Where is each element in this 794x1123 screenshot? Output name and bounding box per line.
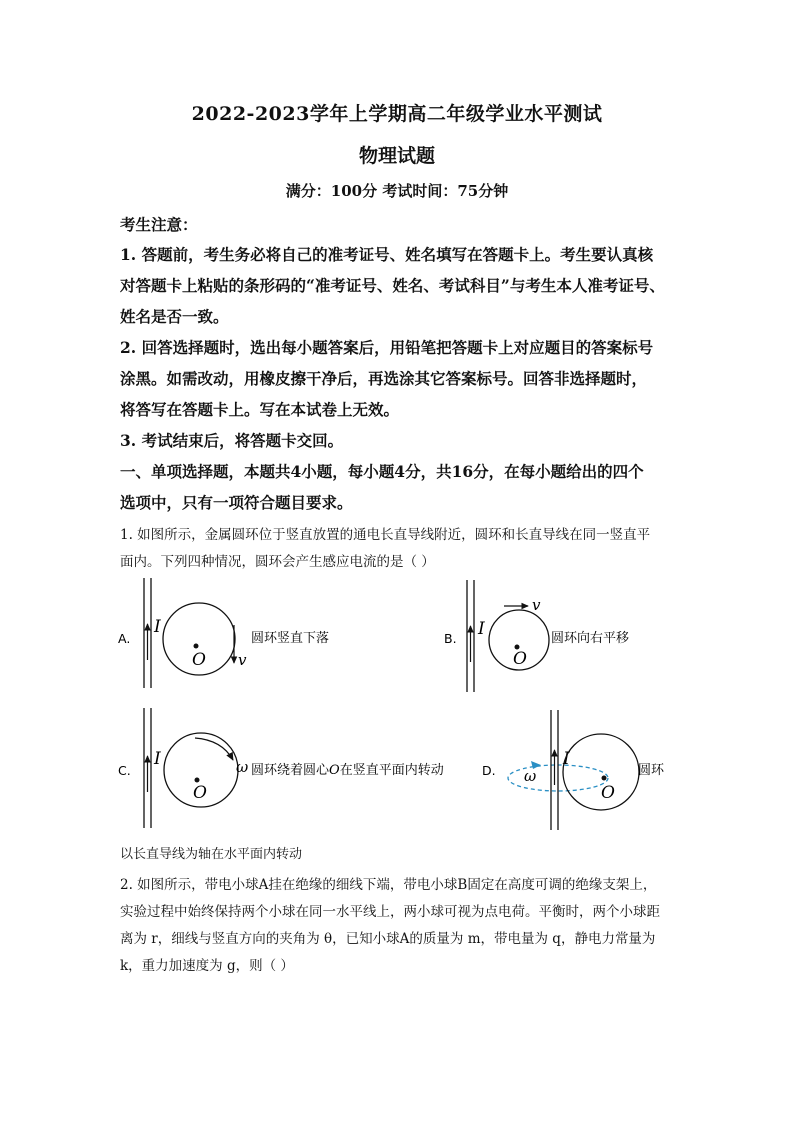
- center-label: O: [601, 783, 615, 803]
- question-1-text: 面内。下列四种情况，圆环会产生感应电流的是（ ）: [120, 554, 435, 570]
- option-b-caption: 圆环向右平移: [551, 631, 630, 646]
- option-c-figure: [118, 708, 444, 828]
- question-2-text: 2. 如图所示，带电小球A挂在绝缘的细线下端，带电小球B固定在高度可调的绝缘支架上，: [120, 877, 657, 893]
- notice-line: 2. 回答选择题时，选出每小题答案后，用铅笔把答题卡上对应题目的答案标号: [120, 338, 654, 357]
- ring-center-dot: [194, 644, 199, 649]
- question-2-text: 离为 r，细线与竖直方向的夹角为 θ，已知小球A的质量为 m，带电量为 q，静电力常量为: [120, 931, 656, 947]
- omega-label: ω: [524, 767, 537, 785]
- section-heading: 选项中，只有一项符合题目要求。: [120, 493, 353, 512]
- option-d-figure: [482, 710, 665, 830]
- option-b-label: B.: [444, 631, 457, 646]
- center-label: O: [193, 783, 207, 803]
- subject-title: 物理试题: [358, 145, 435, 167]
- option-d-label: D.: [482, 763, 496, 778]
- option-b-figure: [444, 580, 629, 692]
- notice-line: 涂黑。如需改动，用橡皮擦干净后，再选涂其它答案标号。回答非选择题时，: [120, 369, 648, 388]
- current-label: I: [563, 749, 570, 769]
- notice-heading: 考生注意：: [120, 215, 198, 234]
- notice-line: 3. 考试结束后，将答题卡交回。: [120, 431, 344, 450]
- caption-part: 圆环绕着圆心: [251, 763, 330, 778]
- score-time: 满分：100分 考试时间：75分钟: [285, 182, 509, 200]
- omega-label: ω: [236, 758, 249, 776]
- velocity-label: v: [532, 596, 541, 614]
- caption-part: 在竖直平面内转动: [339, 763, 444, 778]
- option-a-label: A.: [118, 631, 131, 646]
- option-a-figure: [118, 578, 329, 688]
- velocity-label: v: [238, 651, 247, 669]
- option-c-caption: [251, 762, 444, 778]
- caption-var: O: [329, 763, 340, 778]
- question-1-figures: [0, 570, 794, 860]
- section-heading: 一、单项选择题，本题共4小题，每小题4分，共16分，在每小题给出的四个: [120, 462, 644, 481]
- question-2-text: 实验过程中始终保持两个小球在同一水平线上，两小球可视为点电荷。平衡时，两个小球距: [120, 904, 660, 920]
- option-d-caption: 圆环: [638, 763, 665, 778]
- notice-line: 对答题卡上粘贴的条形码的“准考证号、姓名、考试科目”与考生本人准考证号、: [120, 276, 665, 295]
- question-1-text: 1. 如图所示，金属圆环位于竖直放置的通电长直导线附近，圆环和长直导线在同一竖直平: [120, 527, 651, 543]
- option-a-caption: 圆环竖直下落: [251, 631, 330, 646]
- exam-title: 2022-2023学年上学期高二年级学业水平测试: [191, 103, 603, 125]
- current-label: I: [154, 617, 161, 637]
- question-2-text: k，重力加速度为 g，则（ ）: [120, 958, 294, 974]
- ring-center-dot: [602, 776, 607, 781]
- notice-line: 1. 答题前，考生务必将自己的准考证号、姓名填写在答题卡上。考生要认真核: [120, 245, 654, 264]
- center-label: O: [192, 650, 206, 670]
- center-label: O: [513, 649, 527, 669]
- ring-center-dot: [195, 778, 200, 783]
- option-d-caption-continued: 以长直导线为轴在水平面内转动: [120, 847, 303, 862]
- notice-line: 姓名是否一致。: [120, 307, 229, 326]
- current-label: I: [478, 619, 485, 639]
- current-label: I: [154, 749, 161, 769]
- option-c-label: C.: [118, 763, 131, 778]
- rotation-arrow: [195, 738, 233, 760]
- notice-line: 将答写在答题卡上。写在本试卷上无效。: [120, 400, 400, 419]
